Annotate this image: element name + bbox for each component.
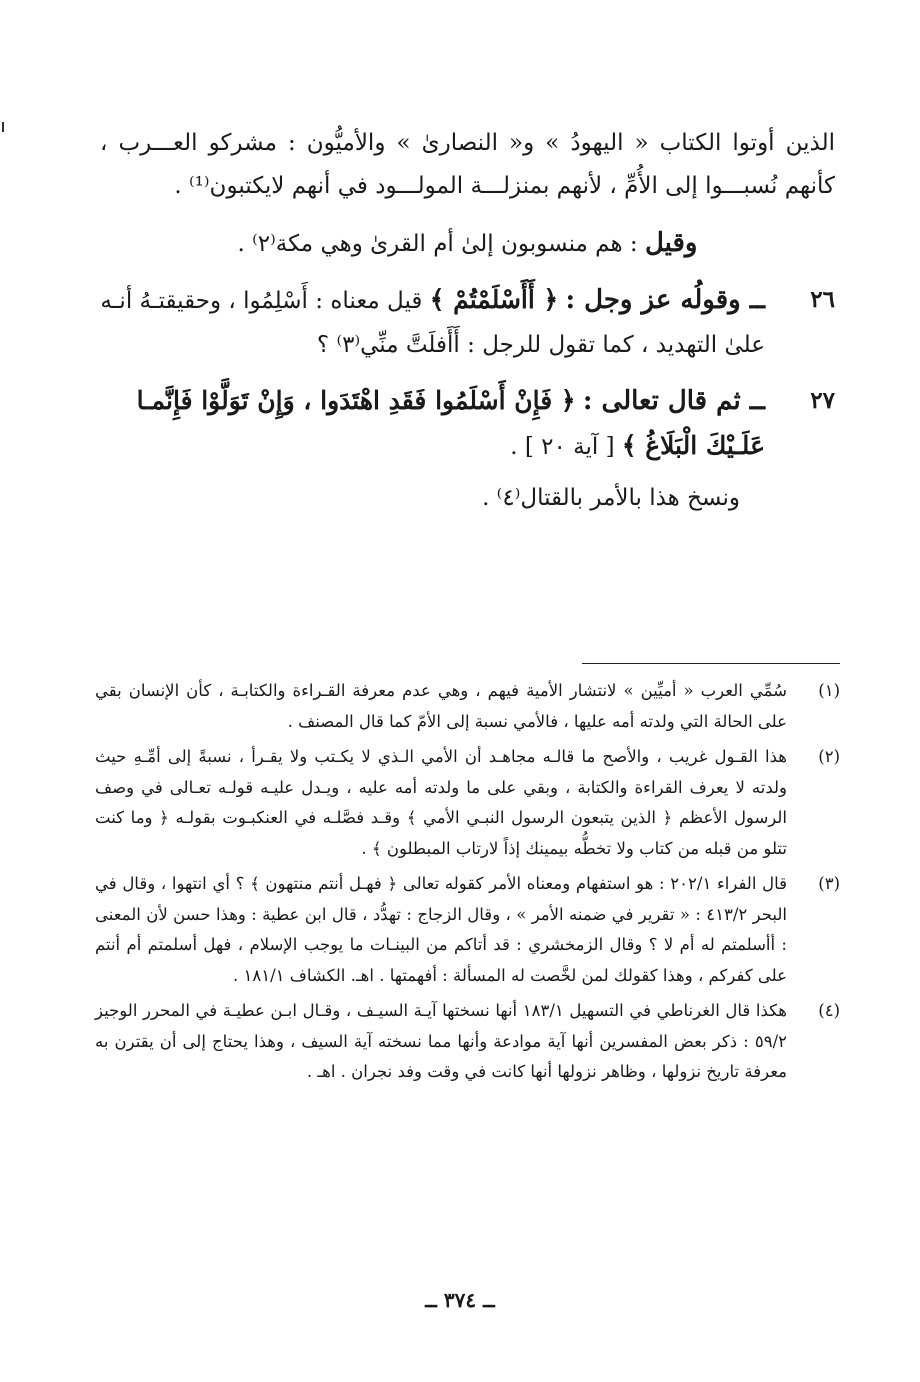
entry-lead: ــ ثم قال تعالى : [582, 386, 765, 416]
entry-number: ٢٧ [810, 387, 835, 414]
footnote-text: هذا القـول غريب ، والأصح ما قالـه مجاهـد أن الأمي الـذي لا يكـتب ولا يقـرأ ، نسبةً إلى أمِّـهِ حيث ولدته لا يعرف القراءة والكتابة ، وبقي على ما ولدته أمه عليه ، ويـدل عليـه قولـه تعـالى في وصف الرسول الأعظم ﴿ الذين يتبعون الرسول النبـي الأمي ﴾ وقـد فصَّلـه في العنكبـوت بقولـه ﴿ وما كنت تتلو من قبله من كتاب ولا تخطُّه بيمينك إذاً لارتاب المبطلون ﴾ . [95, 747, 787, 858]
entry-lead: ــ وقولُه عز وجل : [565, 285, 765, 315]
entry-number: ٢٦ [810, 286, 835, 313]
footnote-number: (١) [818, 681, 840, 700]
entry-text: قيل معناه : أَسْلِمُوا ، وحقيقتـهُ أنـه علىٰ التهديد ، كما تقول للرجل : أَأَفلَتَّ منِّي⁽٣⁾ ؟ [100, 288, 765, 358]
footnote-text: قال الفراء ٢٠٢/١ : هو استفهام ومعناه الأمر كقوله تعالى ﴿ فهـل أنتم منتهون ﴾ ؟ أي انتهوا ، وقال في البحر ٤١٣/٢ : « تقرير في ضمنه الأمر » ، وقال الزجاج : تهدُّد ، قال ابن عطية : وهذا حسن لأن المعنى : أأسلمتم له أم لا ؟ وقال الزمخشري : قد أتاكم من البينـات ما يوجب الإسلام ، فهل أسلمتم أم أنتم على كفركم ، وهذا كقولك لمن لخَّصت له المسألة : أفهمتها . اهـ. الكشاف ١٨١/١ . [95, 874, 787, 985]
footnote-number: (٤) [818, 1001, 840, 1020]
footnote [95, 869, 840, 991]
verse-reference: [ آية ٢٠ ] . [510, 434, 615, 460]
paragraph-ummiyyun: الذين أوتوا الكتاب « اليهودُ » و« النصارىٰ » والأميُّون : مشركو العـــرب ، كأنهم نُسبـــوا إلى الأُمِّ ، لأنهم بمنزلـــة المولـــود في أنهم لايكتبون⁽¹⁾ . [100, 130, 835, 199]
qila-label: وقيل [644, 228, 698, 258]
footnote-number: (٢) [818, 747, 840, 766]
entry-26 [100, 278, 835, 367]
page-number: ــ ٣٧٤ ــ [425, 1288, 495, 1312]
footnote-divider [582, 663, 840, 664]
footnote-number: (٣) [818, 874, 840, 893]
quran-quote: ﴿ أَأَسْلَمْتُمْ ﴾ [429, 285, 559, 314]
footnote-text: سُمِّي العرب « أميِّين » لانتشار الأمية فيهم ، وهي عدم معرفة القـراءة والكتابـة ، كأن الإنسان بقي على الحالة التي ولدته أمه عليها ، فالأمي نسبة إلى الأمّ كما قال المصنف . [95, 681, 787, 731]
main-text [100, 122, 835, 520]
footnotes [95, 676, 840, 1093]
scan-edge-mark [2, 122, 4, 132]
paragraph-naskh: ونسخ هذا بالأمر بالقتال⁽٤⁾ . [482, 485, 740, 511]
entry-27 [100, 379, 835, 469]
paragraph-qila [100, 222, 835, 266]
footnote [95, 676, 840, 737]
qila-text: : هم منسوبون إلىٰ أم القرىٰ وهي مكة⁽٢⁾ . [237, 231, 638, 257]
footnote [95, 742, 840, 864]
footnote [95, 996, 840, 1088]
quran-quote: ﴿ فَإِنْ أَسْلَمُوا فَقَدِ اهْتَدَوا ، وَإِنْ تَوَلَّوْا فَإِنَّمـا عَلَـيْكَ الْبَلَاغُ ﴾ [136, 386, 765, 460]
footnote-text: هكذا قال الغرناطي في التسهيل ١٨٣/١ أنها نسختها آيـة السيـف ، وقـال ابـن عطيـة في المحرر الوجيز ٥٩/٢ : ذكر بعض المفسرين أنها آية موادعة وأنها مما نسخته آية السيف ، وهذا يحتاج إلى أن يقترن به معرفة تاريخ نزولها ، وظاهر نزولها أنها كانت في وقت وفد نجران . اهـ . [95, 1001, 787, 1081]
